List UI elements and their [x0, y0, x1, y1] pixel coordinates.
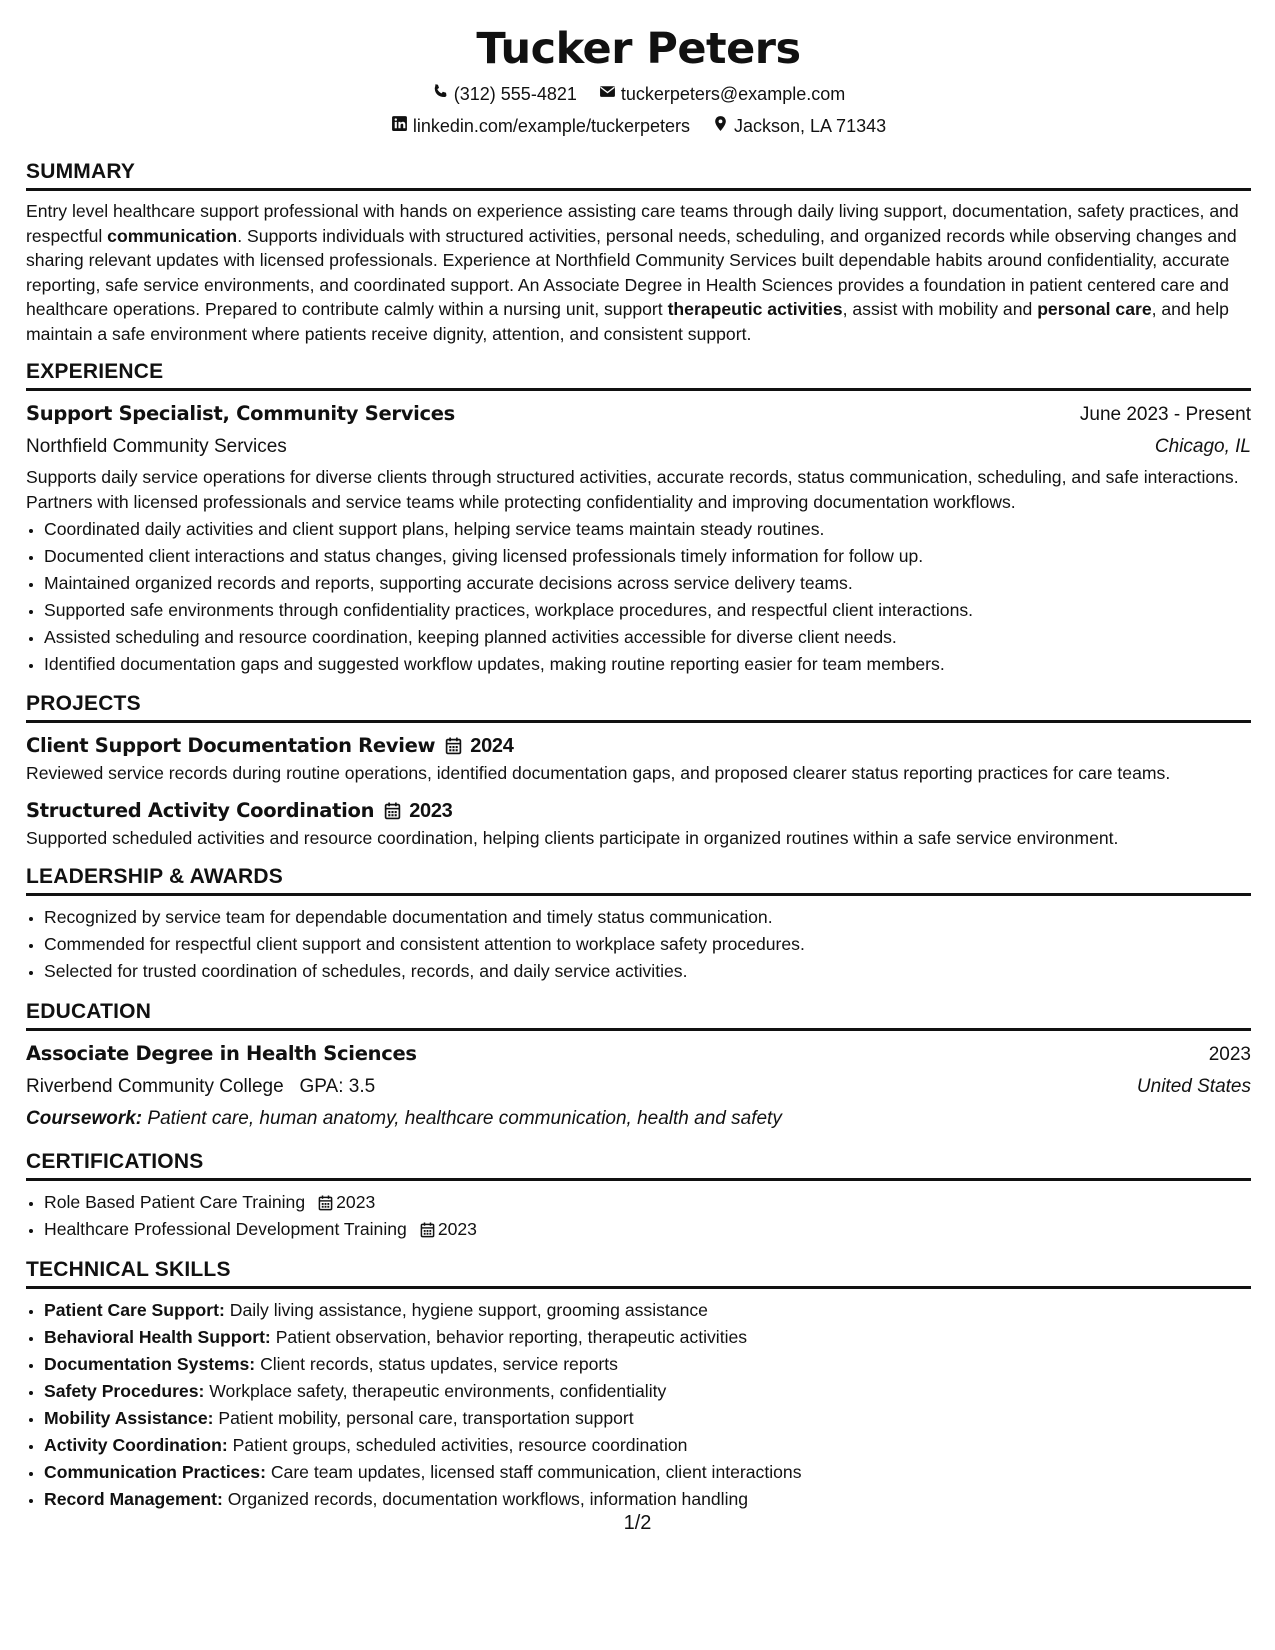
calendar-icon: [445, 737, 462, 755]
graduation-year: 2023: [1208, 1044, 1251, 1065]
envelope-icon: [599, 78, 616, 110]
project-description: Reviewed service records during routine operations, identified documentation gaps, and proposed clearer status reporting practices for care teams.: [26, 763, 1171, 783]
list-item: • Selected for trusted coordination of schedules, records, and daily service activities.: [44, 958, 1251, 985]
leadership-bullets: [26, 904, 1251, 985]
list-item: [44, 1351, 1251, 1378]
project-year: 2024: [470, 735, 514, 757]
skill-value: Patient observation, behavior reporting, therapeutic activities: [275, 1327, 748, 1347]
skill-value: Client records, status updates, service reports: [260, 1354, 618, 1374]
coursework-label: Coursework:: [26, 1108, 143, 1129]
school-info: [26, 1071, 375, 1103]
list-item: [44, 1405, 1251, 1432]
contact-line-2: [26, 110, 1251, 142]
list-item: • Commended for respectful client support and consistent attention to workplace safety procedures.: [44, 931, 1251, 958]
skills-section: [26, 1257, 1251, 1513]
calendar-icon: [420, 1222, 435, 1238]
education-subheader: [26, 1071, 1251, 1103]
project-header: [26, 731, 1251, 761]
list-item: [44, 1378, 1251, 1405]
skill-value: Patient groups, scheduled activities, resource coordination: [232, 1435, 688, 1455]
skill-value: Workplace safety, therapeutic environments, confidentiality: [209, 1381, 667, 1401]
list-item: [44, 1297, 1251, 1324]
skill-value: Daily living assistance, hygiene support, grooming assistance: [229, 1300, 708, 1320]
certification-year: 2023: [336, 1192, 376, 1212]
project-date: [384, 796, 452, 826]
education-header: [26, 1039, 1251, 1071]
section-title-summary: SUMMARY: [26, 159, 1251, 191]
resume-page: [26, 20, 1251, 1513]
job-header: [26, 399, 1251, 431]
skill-value: Organized records, documentation workflows, information handling: [227, 1489, 749, 1509]
email-contact: [599, 78, 845, 110]
job-description: Supports daily service operations for diverse clients through structured activities, accurate records, status communication, scheduling, and safe interactions. Partners with licensed professionals and service teams while protecting confidentiality and improving documentation workflows.: [26, 467, 1239, 512]
section-title-certifications: CERTIFICATIONS: [26, 1149, 1251, 1181]
section-title-projects: PROJECTS: [26, 691, 1251, 723]
list-item: • Assisted scheduling and resource coordination, keeping planned activities accessible for diverse client needs.: [44, 624, 1251, 651]
map-pin-icon: [712, 110, 729, 142]
coursework-list: Patient care, human anatomy, healthcare communication, health and safety: [147, 1108, 782, 1129]
certification-year: 2023: [437, 1219, 477, 1239]
section-title-leadership: LEADERSHIP & AWARDS: [26, 864, 1251, 896]
list-item: [44, 1486, 1251, 1513]
certification-list: [26, 1189, 1251, 1243]
location-text: Jackson, LA 71343: [734, 116, 887, 136]
coursework: [26, 1103, 1251, 1135]
summary-section: [26, 159, 1251, 346]
skill-label: Mobility Assistance:: [44, 1408, 214, 1428]
certification-date: [318, 1189, 375, 1216]
school-location: United States: [1136, 1076, 1251, 1097]
school-name: Riverbend Community College: [26, 1076, 284, 1097]
section-title-experience: EXPERIENCE: [26, 359, 1251, 391]
job-location: Chicago, IL: [1154, 436, 1251, 457]
list-item: [44, 1216, 1251, 1243]
project-date: [445, 731, 513, 761]
certifications-section: [26, 1149, 1251, 1243]
projects-section: [26, 691, 1251, 850]
linkedin-contact: [391, 110, 690, 142]
calendar-icon: [384, 802, 401, 820]
linkedin-icon: [391, 110, 408, 142]
skill-label: Patient Care Support:: [44, 1300, 225, 1320]
gpa: GPA: 3.5: [299, 1076, 376, 1097]
project-year: 2023: [409, 799, 453, 822]
skills-list: [26, 1297, 1251, 1513]
phone-icon: [432, 78, 449, 110]
project-name: Structured Activity Coordination: [26, 798, 375, 822]
contact-line-1: [26, 78, 1251, 110]
skill-value: Care team updates, licensed staff communication, client interactions: [270, 1462, 802, 1482]
list-item: • Documented client interactions and status changes, giving licensed professionals timely information for follow up.: [44, 543, 1251, 570]
candidate-name: Tucker Peters: [476, 24, 801, 74]
skill-value: Patient mobility, personal care, transportation support: [218, 1408, 634, 1428]
degree-name: Associate Degree in Health Sciences: [26, 1042, 417, 1065]
skill-label: Documentation Systems:: [44, 1354, 256, 1374]
section-title-education: EDUCATION: [26, 999, 1251, 1031]
page-number: 1/2: [623, 1512, 652, 1534]
summary-text: Entry level healthcare support professional with hands on experience assisting care teams through daily living support, documentation, safety practices, and respectful communication. Supports individuals with structured activities, personal needs, scheduling, and organized records while observing changes and sharing relevant updates with licensed professionals. Experience at Northfield Community Services built dependable habits around confidentiality, accurate reporting, safe service environments, and coordinated support. An Associate Degree in Health Sciences provides a foundation in patient centered care and healthcare operations. Prepared to contribute calmly within a nursing unit, support therapeutic activities, assist with mobility and personal care, and help maintain a safe environment where patients receive dignity, attention, and consistent support.: [26, 201, 1239, 344]
location-contact: [712, 110, 886, 142]
list-item: [44, 1432, 1251, 1459]
project-name: Client Support Documentation Review: [26, 734, 436, 757]
skill-label: Activity Coordination:: [44, 1435, 228, 1455]
email-address[interactable]: tuckerpeters@example.com: [620, 84, 846, 104]
list-item: [44, 1324, 1251, 1351]
education-section: [26, 999, 1251, 1135]
list-item: • Identified documentation gaps and suggested workflow updates, making routine reporting easier for team members.: [44, 651, 1251, 678]
company-name: Northfield Community Services: [26, 436, 287, 457]
certification-name: • Role Based Patient Care Training: [44, 1192, 306, 1212]
job-subheader: [26, 431, 1251, 463]
project-description: Supported scheduled activities and resource coordination, helping clients participate in organized routines within a safe service environment.: [26, 827, 1119, 848]
leadership-section: [26, 864, 1251, 985]
list-item: • Supported safe environments through confidentiality practices, workplace procedures, and respectful client interactions.: [44, 597, 1251, 624]
skill-label: Record Management:: [44, 1489, 223, 1509]
project-header: [26, 796, 1251, 826]
list-item: • Recognized by service team for dependable documentation and timely status communication.: [44, 904, 1251, 931]
list-item: [44, 1189, 1251, 1216]
experience-section: [26, 359, 1251, 678]
phone-number[interactable]: (312) 555-4821: [453, 84, 577, 104]
skill-label: Communication Practices:: [44, 1462, 266, 1482]
certification-date: [420, 1216, 477, 1243]
calendar-icon: [318, 1195, 333, 1211]
job-bullets: [26, 516, 1251, 678]
skill-label: Behavioral Health Support:: [44, 1327, 271, 1347]
linkedin-url[interactable]: linkedin.com/example/tuckerpeters: [412, 116, 690, 136]
section-title-skills: TECHNICAL SKILLS: [26, 1257, 1251, 1289]
list-item: • Coordinated daily activities and client support plans, helping service teams maintain steady routines.: [44, 516, 1251, 543]
job-dates: June 2023 - Present: [1079, 404, 1251, 425]
job-title: Support Specialist, Community Services: [26, 402, 455, 425]
skill-label: Safety Procedures:: [44, 1381, 205, 1401]
list-item: • Maintained organized records and reports, supporting accurate decisions across service delivery teams.: [44, 570, 1251, 597]
certification-name: • Healthcare Professional Development Training: [44, 1219, 407, 1239]
phone-contact: [432, 78, 577, 110]
list-item: [44, 1459, 1251, 1486]
